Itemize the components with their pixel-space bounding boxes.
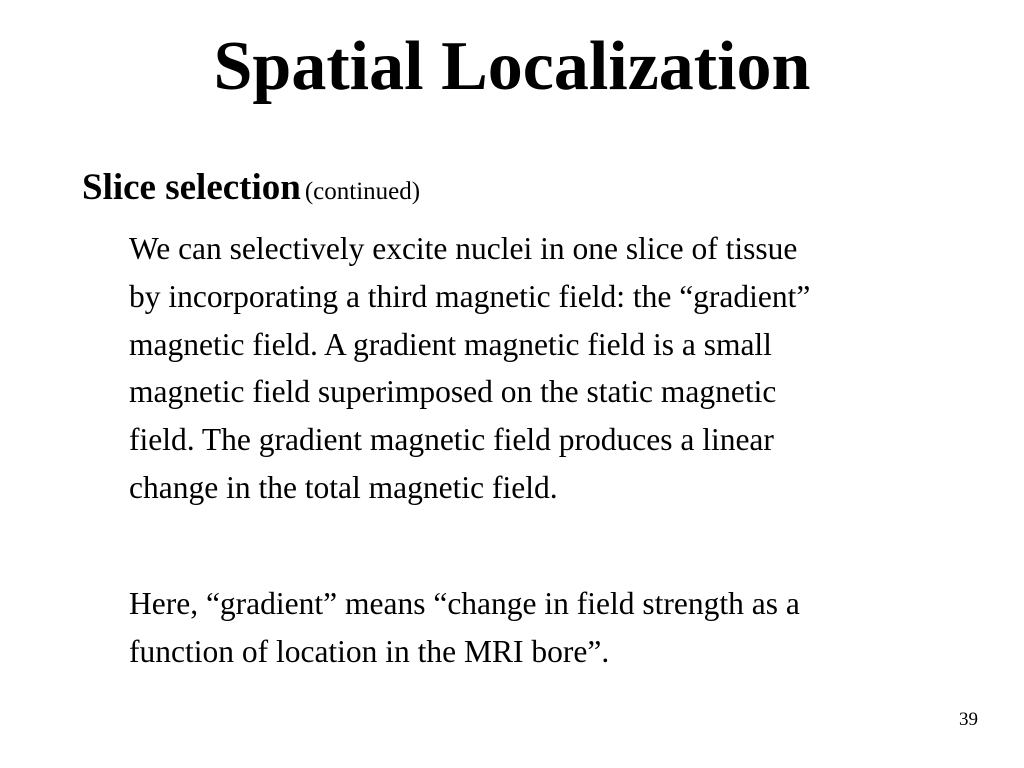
section-heading — [82, 164, 420, 216]
section-heading-sub: (continued) — [304, 178, 421, 205]
paragraph-line: We can selectively excite nuclei in one slice of tissue — [129, 231, 798, 266]
paragraph-line: Here, “gradient” means “change in field strength as a — [129, 586, 800, 621]
section-heading-main: Slice selection — [82, 167, 301, 208]
slide-title: Spatial Localization — [213, 28, 811, 105]
paragraph-line: change in the total magnetic field. — [129, 469, 558, 505]
paragraph-line: function of location in the MRI bore”. — [129, 633, 610, 669]
paragraph-gradient-field — [129, 225, 1009, 512]
paragraph-line: magnetic field superimposed on the static magnetic — [129, 374, 777, 410]
paragraph-gradient-definition — [129, 580, 1009, 676]
paragraph-line: field. The gradient magnetic field produces a linear — [129, 422, 774, 458]
paragraph-line: by incorporating a third magnetic field: the “gradient” — [129, 278, 811, 314]
page-number: 39 — [959, 709, 978, 730]
paragraph-line: magnetic field. A gradient magnetic field is a small — [129, 326, 772, 362]
